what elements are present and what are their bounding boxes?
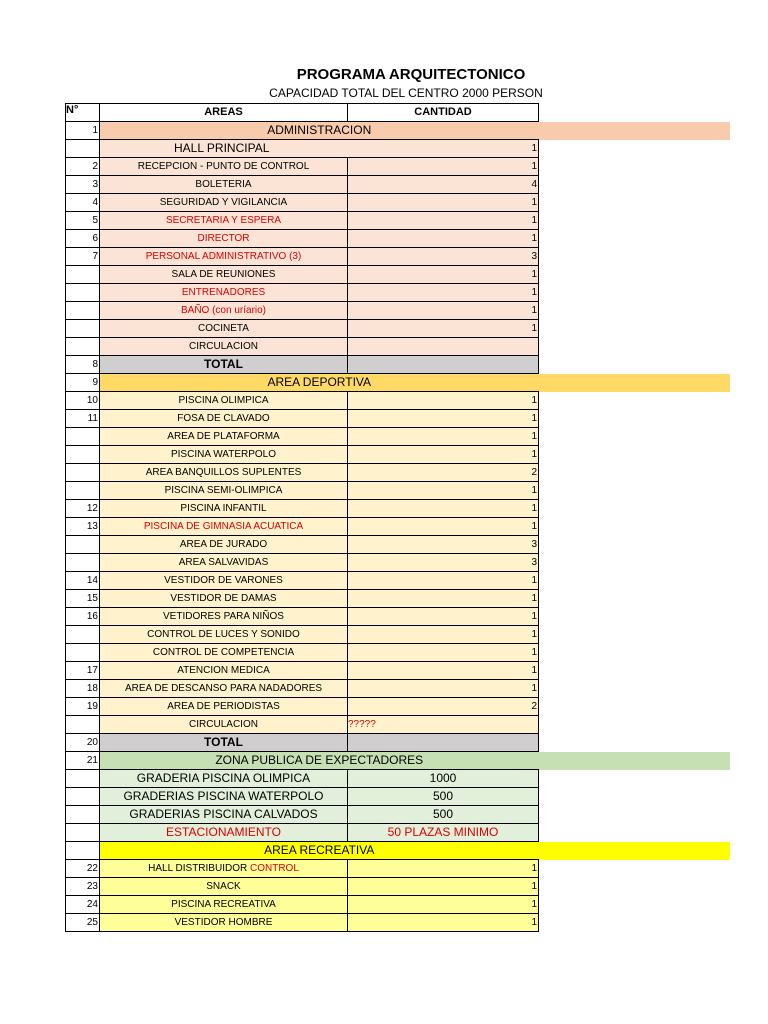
row-recreativa-item (66, 914, 731, 932)
row-deportiva-item (66, 572, 731, 590)
total-label: TOTAL (100, 356, 348, 374)
area-quantity: 1 (348, 878, 539, 896)
blank-cell (539, 896, 731, 914)
row-deportiva-item (66, 428, 731, 446)
row-number: 12 (66, 500, 100, 518)
area-quantity: 1 (348, 392, 539, 410)
area-quantity: 1 (531, 143, 537, 154)
row-number (66, 284, 100, 302)
blank-cell (539, 788, 731, 806)
area-name: SALA DE REUNIONES (100, 266, 348, 284)
area-quantity: 3 (348, 554, 539, 572)
row-deportiva-item (66, 482, 731, 500)
row-admin-item (66, 158, 731, 176)
row-number: 6 (66, 230, 100, 248)
row-deportiva-item (66, 590, 731, 608)
row-number (66, 824, 100, 842)
row-number: 18 (66, 680, 100, 698)
area-name: VESTIDOR DE VARONES (100, 572, 348, 590)
area-quantity: 50 PLAZAS MINIMO (348, 824, 539, 842)
area-quantity: 1 (348, 320, 539, 338)
area-quantity: 1 (348, 860, 539, 878)
area-quantity: 1 (348, 644, 539, 662)
area-name: PISCINA DE GIMNASIA ACUATICA (100, 518, 348, 536)
area-quantity: 1 (348, 914, 539, 932)
row-deportiva-item (66, 662, 731, 680)
area-name: SNACK (100, 878, 348, 896)
row-number: 4 (66, 194, 100, 212)
section-administracion (66, 122, 731, 140)
area-quantity: 1 (348, 662, 539, 680)
row-deportiva-item (66, 698, 731, 716)
row-number: 16 (66, 608, 100, 626)
blank-cell (539, 626, 731, 644)
row-admin-item (66, 212, 731, 230)
row-deportiva-item (66, 410, 731, 428)
area-name: BOLETERIA (100, 176, 348, 194)
area-quantity: 4 (348, 176, 539, 194)
row-number: 17 (66, 662, 100, 680)
blank-cell (539, 446, 731, 464)
blank-cell (539, 428, 731, 446)
header-areas: AREAS (100, 104, 348, 122)
section-band (539, 122, 731, 140)
blank-cell (539, 680, 731, 698)
blank-cell (539, 878, 731, 896)
area-quantity: 1 (348, 302, 539, 320)
area-quantity: 1 (348, 608, 539, 626)
header-num: N° (66, 104, 100, 122)
area-quantity: 2 (348, 464, 539, 482)
area-name: GRADERIAS PISCINA WATERPOLO (100, 788, 348, 806)
header-cantidad: CANTIDAD (348, 104, 539, 122)
area-name: AREA BANQUILLOS SUPLENTES (100, 464, 348, 482)
area-name: SECRETARIA Y ESPERA (100, 212, 348, 230)
row-deportiva-item (66, 518, 731, 536)
row-admin-item (66, 320, 731, 338)
row-number (66, 338, 100, 356)
blank-cell (539, 284, 731, 302)
area-name: VESTIDOR DE DAMAS (100, 590, 348, 608)
area-name: PERSONAL ADMINISTRATIVO (3) (100, 248, 348, 266)
row-number: 11 (66, 410, 100, 428)
blank-cell (539, 770, 731, 788)
blank-cell (539, 410, 731, 428)
row-number: 21 (66, 752, 100, 770)
blank-cell (539, 140, 731, 158)
area-name: CONTROL DE LUCES Y SONIDO (100, 626, 348, 644)
blank-cell (539, 464, 731, 482)
row-number (66, 266, 100, 284)
area-name: CONTROL DE COMPETENCIA (100, 644, 348, 662)
area-quantity: 2 (348, 698, 539, 716)
area-name: RECEPCION - PUNTO DE CONTROL (100, 158, 348, 176)
area-quantity: 1 (348, 284, 539, 302)
row-number (66, 716, 100, 734)
row-number (66, 770, 100, 788)
row-number: 1 (66, 122, 100, 140)
row-number: 23 (66, 878, 100, 896)
row-number (66, 536, 100, 554)
blank-cell (539, 230, 731, 248)
blank-cell (539, 518, 731, 536)
section-band (539, 752, 731, 770)
section-label: AREA RECREATIVA (100, 842, 539, 860)
area-quantity: 1 (348, 482, 539, 500)
section-area-deportiva (66, 374, 731, 392)
row-admin-item (66, 194, 731, 212)
area-quantity: 1 (348, 626, 539, 644)
row-zona-item (66, 824, 731, 842)
row-deportiva-item (66, 680, 731, 698)
section-zona-publica (66, 752, 731, 770)
row-admin-item (66, 266, 731, 284)
row-number (66, 842, 100, 860)
blank-cell (539, 158, 731, 176)
row-deportiva-item (66, 446, 731, 464)
row-number (66, 806, 100, 824)
blank-cell (539, 536, 731, 554)
blank-cell (539, 392, 731, 410)
area-quantity: 500 (348, 806, 539, 824)
area-name: HALL PRINCIPAL 1 (100, 140, 539, 158)
row-zona-item (66, 806, 731, 824)
blank-cell (539, 212, 731, 230)
area-name: AREA DE PLATAFORMA (100, 428, 348, 446)
blank-cell (539, 608, 731, 626)
area-quantity: 1 (348, 194, 539, 212)
area-quantity: 1000 (348, 770, 539, 788)
blank-cell (539, 248, 731, 266)
blank-cell (539, 644, 731, 662)
section-label: AREA DEPORTIVA (100, 374, 539, 392)
row-number: 5 (66, 212, 100, 230)
row-number (66, 788, 100, 806)
row-number: 20 (66, 734, 100, 752)
row-admin-item (66, 230, 731, 248)
section-area-recreativa (66, 842, 731, 860)
row-number (66, 428, 100, 446)
row-number (66, 482, 100, 500)
row-recreativa-item (66, 896, 731, 914)
area-quantity: 1 (348, 428, 539, 446)
section-label: ZONA PUBLICA DE EXPECTADORES (100, 752, 539, 770)
row-number: 7 (66, 248, 100, 266)
row-admin-item (66, 338, 731, 356)
row-deportiva-item (66, 626, 731, 644)
total-value (348, 356, 539, 374)
area-name: PISCINA OLIMPICA (100, 392, 348, 410)
row-number: 14 (66, 572, 100, 590)
row-number (66, 302, 100, 320)
area-name: AREA DE DESCANSO PARA NADADORES (100, 680, 348, 698)
blank-cell (539, 356, 731, 374)
row-deportiva-item (66, 464, 731, 482)
area-quantity: 1 (348, 410, 539, 428)
area-quantity: 1 (348, 212, 539, 230)
area-quantity: 1 (348, 266, 539, 284)
total-label: TOTAL (100, 734, 348, 752)
page-subtitle: CAPACIDAD TOTAL DEL CENTRO 2000 PERSON (269, 86, 543, 100)
area-name: BAÑO (con uríario) (100, 302, 348, 320)
blank-cell (539, 338, 731, 356)
blank-cell (539, 716, 731, 734)
area-quantity: 1 (348, 572, 539, 590)
area-name: VETIDORES PARA NIÑOS (100, 608, 348, 626)
row-admin-item (66, 176, 731, 194)
row-hall-principal (66, 140, 731, 158)
area-name: PISCINA WATERPOLO (100, 446, 348, 464)
total-value (348, 734, 539, 752)
row-number: 3 (66, 176, 100, 194)
row-deportiva-circulacion (66, 716, 731, 734)
blank-cell (539, 662, 731, 680)
row-number: 8 (66, 356, 100, 374)
area-quantity: 1 (348, 590, 539, 608)
section-band (539, 842, 731, 860)
row-number (66, 554, 100, 572)
row-number (66, 464, 100, 482)
blank-cell (539, 860, 731, 878)
row-number (66, 626, 100, 644)
blank-cell (539, 734, 731, 752)
blank-cell (539, 554, 731, 572)
row-deportiva-item (66, 392, 731, 410)
blank-cell (539, 914, 731, 932)
page-title: PROGRAMA ARQUITECTONICO (296, 66, 526, 83)
section-band (539, 374, 731, 392)
area-name: VESTIDOR HOMBRE (100, 914, 348, 932)
row-number: 2 (66, 158, 100, 176)
area-quantity: 1 (348, 896, 539, 914)
row-number: 15 (66, 590, 100, 608)
row-zona-item (66, 770, 731, 788)
area-name: PISCINA RECREATIVA (100, 896, 348, 914)
row-deportiva-item (66, 554, 731, 572)
area-name: AREA DE JURADO (100, 536, 348, 554)
row-zona-item (66, 788, 731, 806)
area-name: AREA DE PERIODISTAS (100, 698, 348, 716)
blank-cell (539, 176, 731, 194)
row-number (66, 320, 100, 338)
row-deportiva-item (66, 608, 731, 626)
area-quantity: ????? (348, 716, 539, 734)
row-admin-total (66, 356, 731, 374)
row-admin-item (66, 284, 731, 302)
header-row (66, 104, 731, 122)
blank-cell (539, 320, 731, 338)
area-name (100, 860, 348, 878)
row-number: 19 (66, 698, 100, 716)
row-number: 25 (66, 914, 100, 932)
area-name: PISCINA INFANTIL (100, 500, 348, 518)
row-admin-item (66, 248, 731, 266)
section-label: ADMINISTRACION (100, 122, 539, 140)
row-number: 9 (66, 374, 100, 392)
area-name: PISCINA SEMI-OLIMPICA (100, 482, 348, 500)
area-name: DIRECTOR (100, 230, 348, 248)
blank-cell (539, 824, 731, 842)
row-number: 10 (66, 392, 100, 410)
area-name: GRADERIA PISCINA OLIMPICA (100, 770, 348, 788)
row-recreativa-item (66, 878, 731, 896)
area-quantity: 1 (348, 518, 539, 536)
row-admin-item (66, 302, 731, 320)
row-recreativa-item (66, 860, 731, 878)
blank-cell (539, 806, 731, 824)
area-quantity: 3 (348, 536, 539, 554)
area-name: CIRCULACION (100, 338, 348, 356)
area-quantity: 1 (348, 158, 539, 176)
row-deportiva-item (66, 644, 731, 662)
blank-cell (539, 482, 731, 500)
area-name: ESTACIONAMIENTO (100, 824, 348, 842)
area-name: AREA SALVAVIDAS (100, 554, 348, 572)
area-name-highlight: CONTROL (249, 863, 299, 874)
blank-cell (539, 266, 731, 284)
row-number: 22 (66, 860, 100, 878)
area-quantity: 3 (348, 248, 539, 266)
row-deportiva-item (66, 536, 731, 554)
area-name: SEGURIDAD Y VIGILANCIA (100, 194, 348, 212)
area-quantity: 1 (348, 500, 539, 518)
row-number (66, 140, 100, 158)
area-quantity: 1 (348, 446, 539, 464)
blank-cell (539, 194, 731, 212)
row-deportiva-total (66, 734, 731, 752)
area-name-part: HALL DISTRIBUIDOR (148, 863, 250, 874)
row-number: 13 (66, 518, 100, 536)
area-name: ENTRENADORES (100, 284, 348, 302)
area-name: ATENCION MEDICA (100, 662, 348, 680)
row-number: 24 (66, 896, 100, 914)
program-table (65, 103, 731, 932)
row-number (66, 446, 100, 464)
area-name: FOSA DE CLAVADO (100, 410, 348, 428)
area-quantity (348, 338, 539, 356)
blank-cell (539, 590, 731, 608)
blank-cell (539, 302, 731, 320)
area-name: GRADERIAS PISCINA CALVADOS (100, 806, 348, 824)
blank-cell (539, 698, 731, 716)
area-quantity: 500 (348, 788, 539, 806)
row-deportiva-item (66, 500, 731, 518)
blank-cell (539, 572, 731, 590)
area-name: CIRCULACION (100, 716, 348, 734)
area-name: COCINETA (100, 320, 348, 338)
blank-cell (539, 500, 731, 518)
row-number (66, 644, 100, 662)
area-quantity: 1 (348, 230, 539, 248)
area-quantity: 1 (348, 680, 539, 698)
